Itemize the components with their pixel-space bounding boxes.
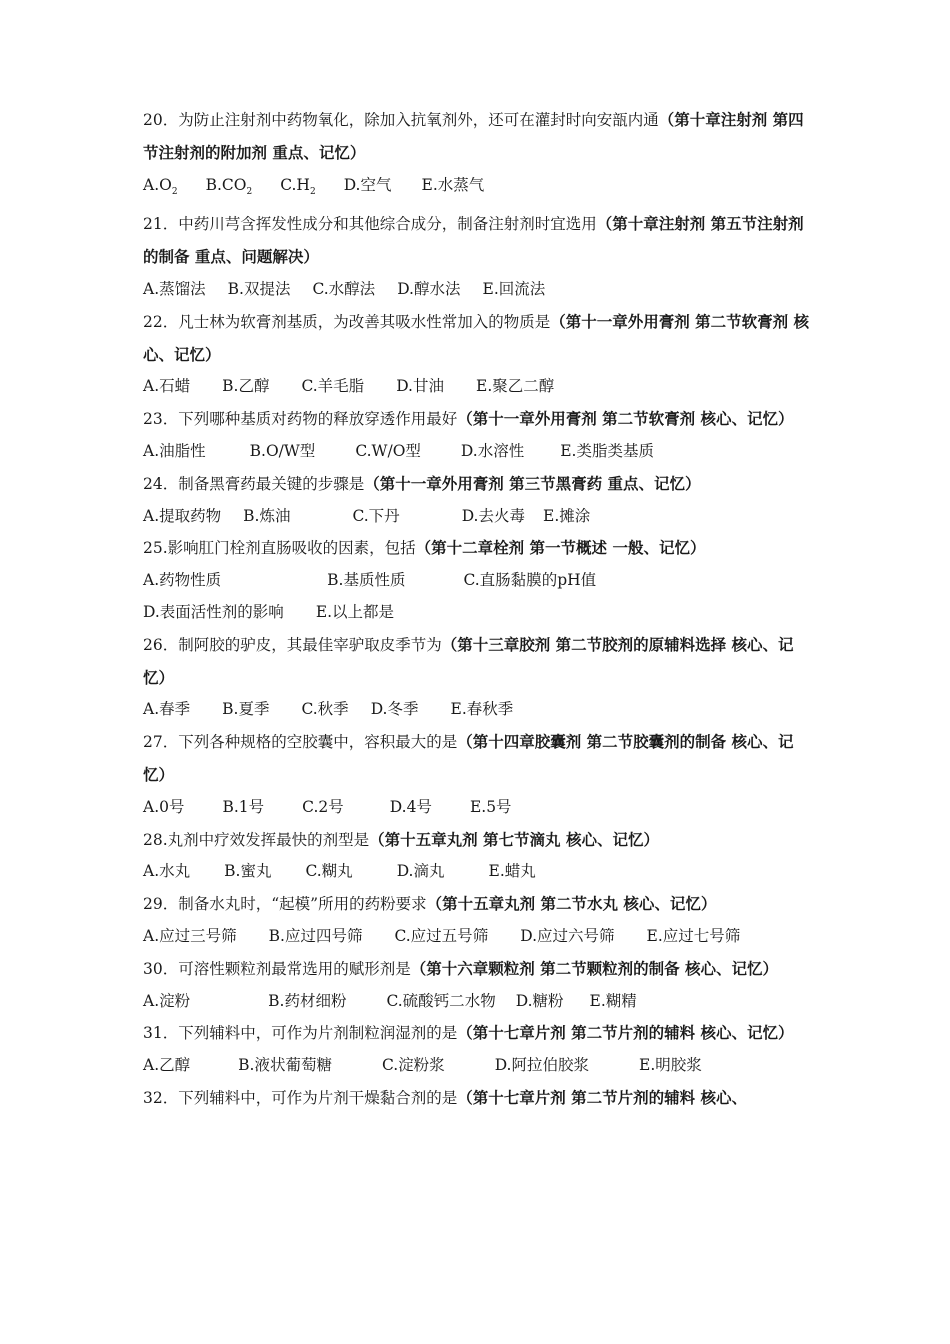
question-stem <box>143 104 813 170</box>
answer-option <box>516 986 564 1018</box>
option-text: A.乙醇 <box>143 1056 191 1075</box>
option-text: A.0号 <box>143 797 185 816</box>
options-row <box>143 436 813 468</box>
option-text: A.提取药物 <box>143 506 222 525</box>
option-text: E.水蒸气 <box>421 175 485 194</box>
answer-option <box>390 792 432 824</box>
chapter-reference: （第十七章片剂 第二节片剂的辅料 核心、 <box>457 1087 748 1107</box>
option-text: D.冬季 <box>370 700 419 719</box>
answer-option <box>301 694 348 726</box>
answer-option <box>222 694 269 726</box>
answer-option <box>280 170 316 209</box>
answer-option <box>143 792 184 824</box>
answer-option <box>143 436 206 468</box>
answer-option <box>238 1050 332 1082</box>
option-text: B.基质性质 <box>327 571 406 590</box>
question-text: 21．中药川芎含挥发性成分和其他综合成分，制备注射剂时宜选用 <box>143 215 597 234</box>
option-text: A.油脂性 <box>143 441 206 460</box>
option-text: C.2号 <box>302 797 344 816</box>
option-text: B.应过四号筛 <box>268 926 363 945</box>
options-row <box>143 170 813 209</box>
option-text: B.液状葡萄糖 <box>238 1056 332 1075</box>
question-stem <box>143 726 813 792</box>
answer-option <box>489 856 536 888</box>
question-text: 24．制备黑膏药最关键的步骤是 <box>143 474 365 493</box>
option-text: B.1号 <box>222 797 265 816</box>
chapter-reference: （第十三章胶剂 第二节胶剂的原辅料选择 核心、记忆） <box>143 634 794 687</box>
option-text: C.糊丸 <box>305 862 353 881</box>
option-text: D.表面活性剂的影响 <box>143 602 284 621</box>
question-stem <box>143 1082 813 1115</box>
option-text: C.秋季 <box>301 700 349 719</box>
question-stem <box>143 629 813 695</box>
answer-option <box>397 274 460 306</box>
chapter-reference: （第十一章外用膏剂 第二节软膏剂 核心、记忆） <box>143 311 810 364</box>
option-text: D.应过六号筛 <box>520 926 615 945</box>
answer-option <box>143 565 221 597</box>
option-text: B.乙醇 <box>222 377 270 396</box>
subscript: 2 <box>246 186 253 197</box>
option-text: A.淀粉 <box>143 991 191 1010</box>
answer-option <box>222 792 264 824</box>
option-text: C.淀粉浆 <box>381 1056 445 1075</box>
answer-option <box>476 371 554 403</box>
option-text: B.炼油 <box>243 506 291 525</box>
answer-option <box>647 921 741 953</box>
answer-option <box>143 371 190 403</box>
answer-option <box>312 274 375 306</box>
answer-option <box>305 856 352 888</box>
options-row <box>143 856 813 888</box>
question-text: 31．下列辅料中，可作为片剂制粒润湿剂的是 <box>143 1024 458 1043</box>
chapter-reference: （第十章注射剂 第四节注射剂的附加剂 重点、记忆） <box>143 110 804 162</box>
answer-option <box>470 792 512 824</box>
chapter-reference: （第十二章栓剂 第一节概述 一般、记忆） <box>415 538 706 558</box>
option-text: B.双提法 <box>227 279 291 298</box>
option-text: A.O <box>143 175 172 194</box>
document-page <box>143 104 813 1115</box>
option-text: B.O/W型 <box>249 441 316 460</box>
answer-option <box>396 371 444 403</box>
options-row <box>143 501 813 533</box>
answer-option <box>316 597 394 629</box>
option-text: C.羊毛脂 <box>301 377 365 396</box>
answer-option <box>495 1050 589 1082</box>
question-text: 20．为防止注射剂中药物氧化，除加入抗氧剂外，还可在灌封时向安瓿内通 <box>143 111 659 129</box>
answer-option <box>394 921 488 953</box>
option-text: A.石蜡 <box>143 377 191 396</box>
answer-option <box>224 856 271 888</box>
subscript: 2 <box>171 186 178 197</box>
option-text: D.去火毒 <box>461 506 525 525</box>
option-text: E.5号 <box>469 797 512 816</box>
answer-option <box>269 921 363 953</box>
chapter-reference: （第十六章颗粒剂 第二节颗粒剂的制备 核心、记忆） <box>410 958 779 978</box>
chapter-reference: （第十五章丸剂 第七节滴丸 核心、记忆） <box>369 829 659 849</box>
option-text: E.春秋季 <box>450 700 514 719</box>
options-row <box>143 1050 813 1082</box>
question-stem <box>143 824 813 857</box>
answer-option <box>483 274 546 306</box>
answer-option <box>143 694 190 726</box>
option-text: E.糊精 <box>589 991 637 1010</box>
option-text: A.应过三号筛 <box>143 926 237 945</box>
answer-option <box>250 436 316 468</box>
answer-option <box>463 565 596 597</box>
answer-option <box>143 921 237 953</box>
answer-option <box>143 597 284 629</box>
question-stem <box>143 468 813 501</box>
option-text: D.空气 <box>343 175 392 194</box>
subscript: 2 <box>309 186 316 197</box>
options-row <box>143 565 813 597</box>
question-text: 25.影响肛门栓剂直肠吸收的因素，包括 <box>143 539 416 558</box>
answer-option <box>397 856 445 888</box>
answer-option <box>386 986 495 1018</box>
answer-option <box>461 436 524 468</box>
options-row <box>143 371 813 403</box>
options-row <box>143 986 813 1018</box>
options-row <box>143 274 813 306</box>
answer-option <box>143 501 221 533</box>
answer-option <box>302 792 344 824</box>
answer-option <box>352 501 399 533</box>
option-text: B.药材细粉 <box>268 991 347 1010</box>
options-row <box>143 792 813 824</box>
option-text: E.回流法 <box>482 279 546 298</box>
answer-option <box>382 1050 445 1082</box>
answer-option <box>355 436 421 468</box>
option-text: B.蜜丸 <box>224 862 272 881</box>
option-text: C.W/O型 <box>355 441 421 460</box>
answer-option <box>206 170 253 209</box>
question-text: 26．制阿胶的驴皮，其最佳宰驴取皮季节为 <box>143 635 442 654</box>
chapter-reference: （第十章注射剂 第五节注射剂的制备 重点、问题解决） <box>143 214 804 267</box>
option-text: E.以上都是 <box>315 602 395 621</box>
answer-option <box>228 274 291 306</box>
option-text: B.夏季 <box>222 700 270 719</box>
answer-option <box>371 694 419 726</box>
question-text: 28.丸剂中疗效发挥最快的剂型是 <box>143 830 370 849</box>
answer-option <box>462 501 525 533</box>
answer-option <box>590 986 637 1018</box>
chapter-reference: （第十七章片剂 第二节片剂的辅料 核心、记忆） <box>457 1023 794 1043</box>
question-stem <box>143 953 813 986</box>
option-text: D.阿拉伯胶浆 <box>494 1056 589 1075</box>
option-text: C.直肠黏膜的pH值 <box>463 571 597 590</box>
option-text: E.摊涂 <box>543 506 591 525</box>
answer-option <box>243 501 290 533</box>
answer-option <box>344 170 392 202</box>
answer-option <box>451 694 514 726</box>
answer-option <box>143 274 206 306</box>
option-text: A.药物性质 <box>143 571 222 590</box>
option-text: E.聚乙二醇 <box>476 377 555 396</box>
option-text: C.H <box>280 175 310 194</box>
question-stem <box>143 532 813 565</box>
options-row <box>143 921 813 953</box>
option-text: D.甘油 <box>396 377 444 396</box>
answer-option <box>543 501 590 533</box>
option-text: D.4号 <box>389 797 432 816</box>
answer-option <box>639 1050 702 1082</box>
option-text: C.硫酸钙二水物 <box>386 991 496 1010</box>
option-text: D.糖粉 <box>515 991 564 1010</box>
option-text: A.水丸 <box>143 862 191 881</box>
answer-option <box>327 565 405 597</box>
option-text: A.春季 <box>143 700 191 719</box>
answer-option <box>301 371 364 403</box>
option-text: C.水醇法 <box>312 279 376 298</box>
answer-option <box>143 170 178 209</box>
chapter-reference: （第十一章外用膏剂 第二节软膏剂 核心、记忆） <box>457 409 794 429</box>
question-stem <box>143 1017 813 1050</box>
options-row <box>143 694 813 726</box>
question-text: 29．制备水丸时，“起模”所用的药粉要求 <box>143 895 427 914</box>
chapter-reference: （第十四章胶囊剂 第二节胶囊剂的制备 核心、记忆） <box>143 732 794 784</box>
option-text: E.明胶浆 <box>639 1056 702 1075</box>
question-stem <box>143 403 813 436</box>
question-stem <box>143 306 813 372</box>
options-row <box>143 597 813 629</box>
answer-option <box>422 170 485 202</box>
question-text: 23．下列哪种基质对药物的释放穿透作用最好 <box>143 410 458 429</box>
question-stem <box>143 888 813 921</box>
option-text: D.滴丸 <box>396 862 445 881</box>
option-text: D.醇水法 <box>397 279 461 298</box>
question-stem <box>143 208 813 274</box>
option-text: B.CO <box>205 175 247 194</box>
option-text: E.类脂类基质 <box>560 441 654 460</box>
question-text: 32．下列辅料中，可作为片剂干燥黏合剂的是 <box>143 1088 458 1107</box>
question-text: 27．下列各种规格的空胶囊中，容积最大的是 <box>143 733 458 752</box>
answer-option <box>268 986 346 1018</box>
answer-option <box>520 921 614 953</box>
answer-option <box>143 856 190 888</box>
option-text: E.蜡丸 <box>488 862 536 881</box>
option-text: E.应过七号筛 <box>646 926 741 945</box>
option-text: A.蒸馏法 <box>143 279 206 298</box>
answer-option <box>143 1050 190 1082</box>
answer-option <box>222 371 269 403</box>
option-text: D.水溶性 <box>460 441 525 460</box>
answer-option <box>143 986 190 1018</box>
question-text: 22．凡士林为软膏剂基质，为改善其吸水性常加入的物质是 <box>143 312 551 331</box>
chapter-reference: （第十五章丸剂 第二节水丸 核心、记忆） <box>426 894 717 914</box>
question-text: 30．可溶性颗粒剂最常选用的赋形剂是 <box>143 959 411 978</box>
option-text: C.下丹 <box>352 506 400 525</box>
option-text: C.应过五号筛 <box>394 926 489 945</box>
answer-option <box>560 436 654 468</box>
chapter-reference: （第十一章外用膏剂 第三节黑膏药 重点、记忆） <box>364 473 701 493</box>
